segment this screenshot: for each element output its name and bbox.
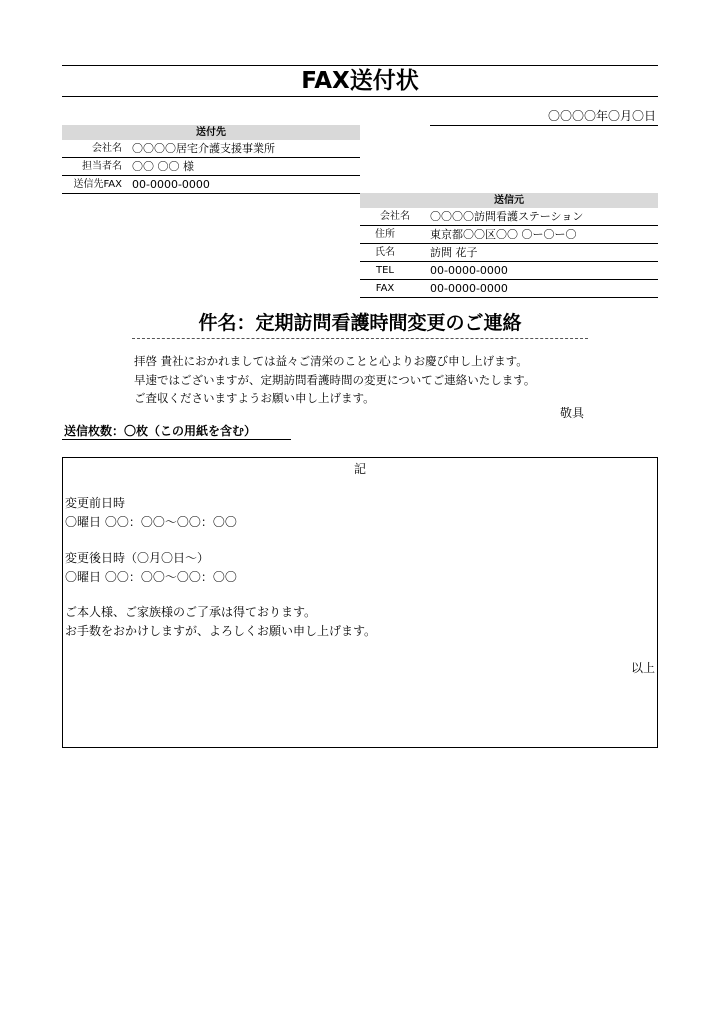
sender-header: 送信元 bbox=[360, 193, 658, 208]
sender-row-tel bbox=[360, 262, 658, 280]
recipient-row-contact bbox=[62, 158, 360, 176]
recipient-row-company bbox=[62, 140, 360, 158]
after-datetime-label: 変更後日時（〇月〇日〜） bbox=[65, 551, 210, 565]
body-line-greeting: 拝啓 貴社におかれましては益々ご清栄のことと心よりお慶び申し上げます。 bbox=[134, 354, 528, 368]
sender-row-name bbox=[360, 244, 658, 262]
sender-name-label: 氏名 bbox=[375, 247, 395, 258]
sender-block bbox=[360, 193, 658, 298]
recipient-contact-label: 担当者名 bbox=[82, 161, 122, 172]
body-line-request: ご査収くださいますようお願い申し上げます。 bbox=[134, 391, 375, 405]
recipient-row-fax bbox=[62, 176, 360, 194]
recipient-fax-label: 送信先FAX bbox=[73, 179, 122, 190]
sender-tel-value: 00-0000-0000 bbox=[430, 264, 508, 277]
sender-fax-value: 00-0000-0000 bbox=[430, 282, 508, 295]
before-datetime-value: 〇曜日 〇〇：〇〇〜〇〇：〇〇 bbox=[65, 515, 237, 529]
document-date: 〇〇〇〇年〇月〇日 bbox=[547, 109, 656, 123]
subject-rule bbox=[132, 338, 588, 339]
body-line-main: 早速ではございますが、定期訪問看護時間の変更についてご連絡いたします。 bbox=[134, 373, 536, 387]
recipient-fax-value: 00-0000-0000 bbox=[132, 178, 210, 191]
sender-row-fax bbox=[360, 280, 658, 298]
recipient-header: 送付先 bbox=[62, 125, 360, 140]
recipient-contact-value: 〇〇 〇〇 様 bbox=[132, 160, 194, 173]
pages-sent-rule bbox=[62, 439, 291, 440]
title-bottom-rule bbox=[62, 96, 658, 97]
notes-end: 以上 bbox=[630, 661, 655, 675]
sender-fax-label: FAX bbox=[375, 283, 395, 294]
before-datetime-label: 変更前日時 bbox=[65, 496, 126, 510]
consent-message: ご本人様、ご家族様のご了承は得ております。 bbox=[65, 605, 317, 619]
after-datetime-value: 〇曜日 〇〇：〇〇〜〇〇：〇〇 bbox=[65, 570, 237, 584]
subject-line: 件名：定期訪問看護時間変更のご連絡 bbox=[198, 312, 522, 334]
sender-company-label: 会社名 bbox=[380, 211, 410, 222]
recipient-company-label: 会社名 bbox=[92, 143, 122, 154]
page-title: FAX送付状 bbox=[301, 68, 419, 94]
sender-row-company bbox=[360, 208, 658, 226]
sender-tel-label: TEL bbox=[376, 265, 394, 276]
recipient-company-value: 〇〇〇〇居宅介護支援事業所 bbox=[132, 142, 275, 155]
pages-sent: 送信枚数：〇枚（この用紙を含む） bbox=[64, 424, 257, 438]
date-rule bbox=[430, 125, 658, 126]
request-message: お手数をおかけしますが、よろしくお願い申し上げます。 bbox=[65, 624, 377, 638]
sender-name-value: 訪問 花子 bbox=[430, 246, 478, 259]
sender-address-value: 東京都〇〇区〇〇 〇ー〇ー〇 bbox=[430, 228, 577, 241]
notes-heading: 記 bbox=[353, 462, 366, 476]
recipient-block bbox=[62, 125, 360, 194]
closing-keigu: 敬具 bbox=[559, 406, 584, 420]
sender-company-value: 〇〇〇〇訪問看護ステーション bbox=[430, 210, 584, 223]
sender-row-address bbox=[360, 226, 658, 244]
sender-address-label: 住所 bbox=[375, 229, 395, 240]
